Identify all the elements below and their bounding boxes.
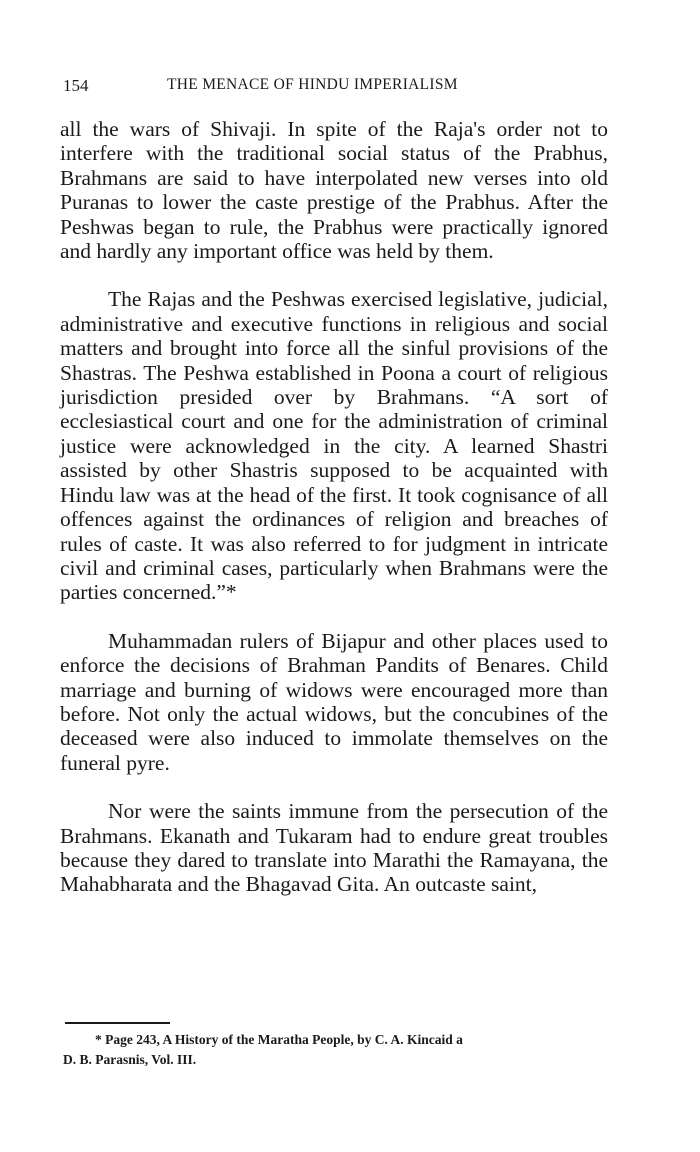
paragraph: all the wars of Shivaji. In spite of the Raja's order not to interfere with the traditional social status of the Prabhus, Brahmans are said to have interpolated new verses into old Puranas to lower the caste prestige of the Prabhus. After the Peshwas began to rule, the Prabhus were practically ignored and hardly any important office was held by them. — [60, 117, 608, 264]
paragraph: The Rajas and the Peshwas exercised legislative, judicial, administrative and executive functions in religious and social matters and brought into force all the sinful provisions of the Shastras. The Peshwa established in Poona a court of religious jurisdiction presided over by Brahmans. “A sort of ecclesiastical court and one for the administration of criminal justice were acknowledged in the city. A learned Shastri assisted by other Shastris supposed to be acquainted with Hindu law was at the head of the first. It took cognisance of all offences against the ordinances of religion and breaches of rules of caste. It was also referred to for judgment in intricate civil and criminal cases, particularly when Brahmans were the parties concerned.”* — [60, 287, 608, 605]
page-number: 154 — [63, 76, 89, 95]
footnote — [63, 1030, 593, 1070]
running-title: THE MENACE OF HINDU IMPERIALISM — [167, 76, 458, 93]
body-text — [60, 117, 608, 897]
footnote-rule — [65, 1022, 170, 1024]
page-header — [63, 76, 603, 100]
footnote-line-2: D. B. Parasnis, Vol. III. — [63, 1052, 197, 1067]
paragraph: Nor were the saints immune from the persecution of the Brahmans. Ekanath and Tukaram had to endure great troubles because they dared to translate into Marathi the Ramayana, the Mahabharata and the Bhagavad Gita. An outcaste saint, — [60, 799, 608, 897]
paragraph: Muhammadan rulers of Bijapur and other places used to enforce the decisions of Brahman Pandits of Benares. Child marriage and burning of widows were encouraged more than before. Not only the actual widows, but the concubines of the deceased were also induced to immolate themselves on the funeral pyre. — [60, 628, 608, 775]
footnote-line-1: * Page 243, A History of the Maratha People, by C. A. Kincaid a — [95, 1032, 463, 1047]
